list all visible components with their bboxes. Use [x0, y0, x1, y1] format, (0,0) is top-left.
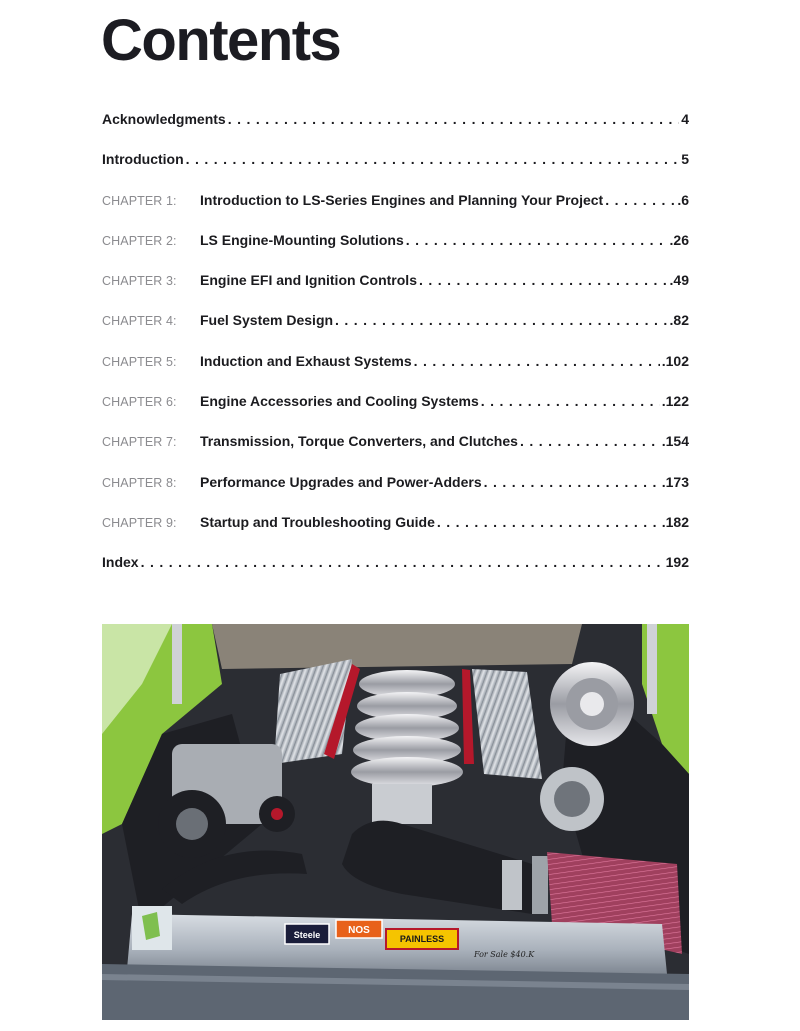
table-of-contents — [102, 108, 689, 592]
dot-leader — [186, 148, 680, 170]
toc-entry-chapter-7[interactable] — [102, 430, 689, 470]
toc-entry-title: Introduction to LS-Series Engines and Planning Your Project — [200, 191, 604, 208]
dot-leader — [414, 350, 660, 372]
engine-illustration — [102, 624, 689, 1020]
toc-entry-page: .122 — [661, 393, 689, 410]
toc-entry-chapter-2[interactable] — [102, 229, 689, 269]
toc-entry-title: Introduction — [102, 151, 184, 168]
toc-entry-title: Acknowledgments — [102, 111, 226, 127]
toc-entry-chapter-1[interactable] — [102, 189, 689, 229]
chapter-label: CHAPTER 7: — [102, 435, 177, 450]
toc-entry-page: .82 — [669, 312, 689, 329]
toc-entry-page: .6 — [677, 191, 689, 208]
toc-entry-page: .154 — [661, 433, 689, 450]
toc-entry-page: .182 — [661, 513, 689, 530]
toc-entry-page: .26 — [669, 231, 689, 248]
toc-entry-acknowledgments[interactable] — [102, 108, 689, 148]
toc-entry-title: Engine Accessories and Cooling Systems — [200, 393, 479, 410]
chapter-label: CHAPTER 3: — [102, 274, 177, 289]
toc-entry-page: .49 — [669, 272, 689, 289]
toc-entry-chapter-4[interactable] — [102, 309, 689, 349]
toc-entry-title: Index — [102, 554, 139, 571]
svg-text:NOS: NOS — [348, 925, 370, 936]
page-title: Contents — [101, 8, 341, 73]
toc-entry-chapter-5[interactable] — [102, 350, 689, 390]
dot-leader — [141, 551, 664, 573]
toc-entry-title: LS Engine-Mounting Solutions — [200, 231, 404, 248]
dot-leader — [419, 269, 668, 291]
toc-entry-page: .102 — [661, 352, 689, 369]
dot-leader — [520, 430, 660, 452]
svg-text:Steele: Steele — [293, 930, 321, 940]
toc-entry-title: Fuel System Design — [200, 312, 334, 329]
dot-leader — [228, 108, 680, 130]
dot-leader — [481, 390, 660, 412]
toc-entry-index[interactable] — [102, 551, 689, 591]
toc-entry-chapter-6[interactable] — [102, 390, 689, 430]
dot-leader — [406, 229, 668, 251]
svg-text:PAINLESS: PAINLESS — [399, 934, 445, 944]
svg-text:For Sale $40.K: For Sale $40.K — [474, 950, 535, 959]
toc-entry-introduction[interactable] — [102, 148, 689, 188]
chapter-label: CHAPTER 4: — [102, 314, 177, 329]
toc-entry-title: Engine EFI and Ignition Controls — [200, 272, 417, 289]
chapter-label: CHAPTER 1: — [102, 193, 177, 208]
engine-bay-photo — [102, 624, 689, 1020]
dot-leader — [605, 189, 675, 211]
toc-entry-title: Performance Upgrades and Power-Adders — [200, 473, 482, 490]
toc-entry-title: Startup and Troubleshooting Guide — [200, 513, 435, 530]
toc-entry-chapter-3[interactable] — [102, 269, 689, 309]
chapter-label: CHAPTER 5: — [102, 354, 177, 369]
toc-entry-page: 4 — [681, 111, 689, 127]
toc-entry-chapter-9[interactable] — [102, 511, 689, 551]
toc-entry-page: .173 — [661, 473, 689, 490]
toc-entry-title: Induction and Exhaust Systems — [200, 352, 412, 369]
chapter-label: CHAPTER 6: — [102, 395, 177, 410]
chapter-label: CHAPTER 9: — [102, 515, 177, 530]
toc-entry-chapter-8[interactable] — [102, 471, 689, 511]
dot-leader — [335, 309, 667, 331]
chapter-label: CHAPTER 2: — [102, 233, 177, 248]
dot-leader — [437, 511, 660, 533]
dot-leader — [484, 471, 660, 493]
chapter-label: CHAPTER 8: — [102, 475, 177, 490]
toc-entry-title: Transmission, Torque Converters, and Clutches — [200, 433, 518, 450]
toc-entry-page: 192 — [665, 554, 689, 571]
toc-entry-page: 5 — [681, 151, 689, 168]
